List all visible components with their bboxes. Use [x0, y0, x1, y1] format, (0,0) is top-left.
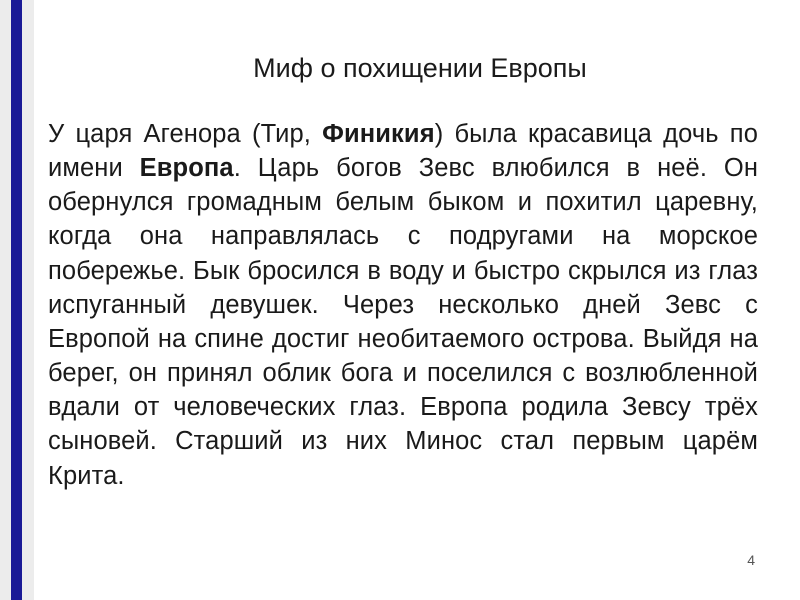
accent-bar: [11, 0, 22, 600]
slide-title: Миф о похищении Европы: [253, 53, 587, 83]
bold-phoenicia: Финикия: [322, 120, 435, 148]
bold-europa: Европа: [139, 154, 234, 183]
paragraph-text-3: . Царь богов Зевс влюбился в неё. Он обернулся громадным белым быком и похитил царевну, когда она направлялась с подругами на морское побережье. Бык бросился в воду и быстро скрылся из глаз испуганный девушек. Через несколько дней Зевс с Европой на спине достиг необитаемого острова. Выйдя на берег, он принял облик бога и поселился с возлюбленной вдали от человеческих глаз. Европа родила Зевсу трёх сыновей. Старший из них Минос стал первым царём Крита.: [48, 154, 759, 490]
page-number: 4: [747, 552, 755, 568]
paragraph-text-1: У царя Агенора (Тир,: [48, 120, 323, 148]
story-paragraph: [48, 117, 758, 493]
paragraph-text-2: ) была красавица дочь по имени: [48, 120, 758, 183]
